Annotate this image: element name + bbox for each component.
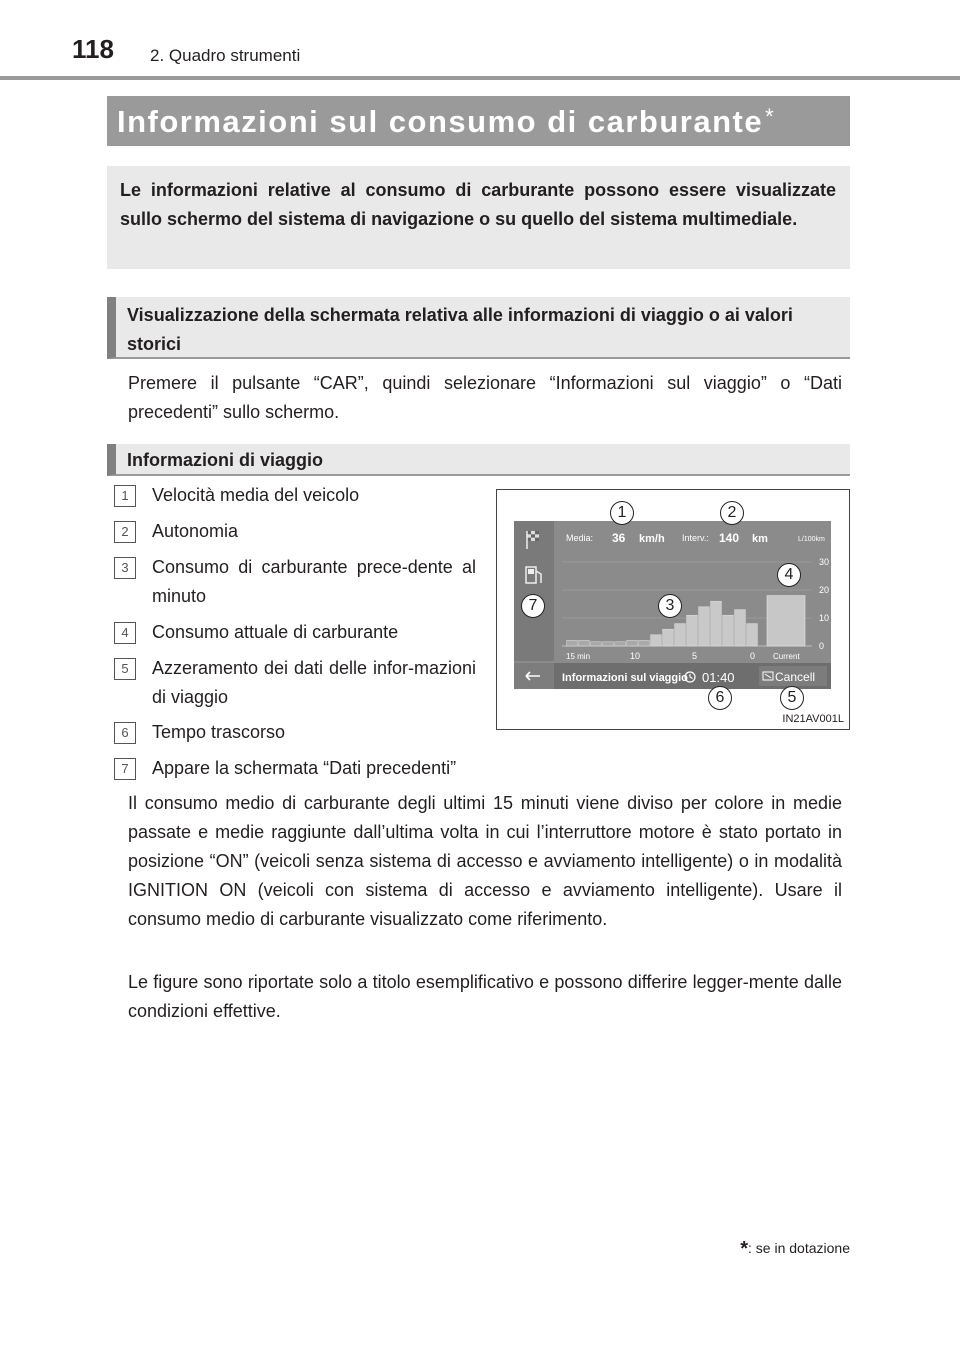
disclaimer-paragraph: Le figure sono riportate solo a titolo esemplificativo e possono differire legger-mente dalle condizioni effettive. bbox=[128, 972, 842, 1021]
fuel-bar bbox=[603, 642, 614, 646]
callout-6: 6 bbox=[708, 686, 732, 710]
item-number-5: 5 bbox=[114, 658, 136, 680]
fuel-bar bbox=[579, 640, 590, 646]
callout-7: 7 bbox=[521, 594, 545, 618]
item-text-3: Consumo di carburante prece-dente al minuto bbox=[152, 557, 476, 606]
screen-interval-label: Interv.: bbox=[682, 533, 709, 543]
fuel-bar bbox=[639, 640, 650, 646]
subsection-heading-history-text: Visualizzazione della schermata relativa alle informazioni di viaggio o ai valori storici bbox=[127, 305, 793, 354]
x-tick-5: 5 bbox=[692, 651, 698, 661]
footnote bbox=[740, 1238, 850, 1261]
subsection-heading-trip-text: Informazioni di viaggio bbox=[127, 450, 324, 470]
screen-media-unit: km/h bbox=[639, 533, 665, 545]
screen-interval-unit: km bbox=[752, 533, 768, 545]
item-text-6: Tempo trascorso bbox=[152, 722, 286, 742]
chapter-title: 2. Quadro strumenti bbox=[150, 46, 301, 65]
page-header bbox=[0, 0, 960, 80]
fuel-bar bbox=[735, 610, 746, 646]
callout-5: 5 bbox=[780, 686, 804, 710]
elapsed-time: 01:40 bbox=[702, 670, 735, 685]
page-title-text: Informazioni sul consumo di carburante bbox=[117, 104, 764, 139]
intro-box bbox=[107, 166, 850, 269]
fuel-bar bbox=[651, 635, 662, 646]
item-text-4: Consumo attuale di carburante bbox=[152, 622, 399, 642]
callout-3: 3 bbox=[658, 594, 682, 618]
y-tick-30: 30 bbox=[819, 557, 830, 567]
item-number-2: 2 bbox=[114, 521, 136, 543]
fuel-bar bbox=[567, 640, 578, 646]
x-tick-0: 0 bbox=[750, 651, 756, 661]
fuel-bar bbox=[627, 640, 638, 646]
callout-2: 2 bbox=[720, 501, 744, 525]
item-text-1: Velocità media del veicolo bbox=[152, 485, 360, 505]
subsection-heading-history bbox=[107, 297, 850, 359]
item-number-6: 6 bbox=[114, 722, 136, 744]
item-text-2: Autonomia bbox=[152, 521, 239, 541]
fuel-bar bbox=[699, 607, 710, 646]
item-text-5: Azzeramento dei dati delle infor-mazioni di viaggio bbox=[152, 658, 476, 707]
subsection-heading-trip bbox=[107, 444, 850, 476]
fuel-bar bbox=[675, 624, 686, 646]
screen-interval-value: 140 bbox=[719, 531, 740, 545]
current-consumption-bar bbox=[767, 596, 805, 646]
item-number-3: 3 bbox=[114, 557, 136, 579]
fuel-bar bbox=[615, 642, 626, 646]
fuel-bar bbox=[723, 615, 734, 646]
average-consumption-paragraph: Il consumo medio di carburante degli ultimi 15 minuti viene diviso per colore in medie passate e medie raggiunte dall’ultima volta in cui l’interruttore motore è stato portato in posizione “ON” (veicoli senza sistema di accesso e avviamento intelligente) o in modalità IGNITION ON (veicoli con sistema di accesso e avviamento intelligente). Usare il consumo medio di carburante visualizzato come riferimento. bbox=[128, 793, 842, 929]
screen-unit-label: L/100km bbox=[798, 536, 825, 543]
screen-media-label: Media: bbox=[566, 533, 594, 543]
fuel-bar bbox=[711, 601, 722, 646]
callout-1: 1 bbox=[610, 501, 634, 525]
item-number-7: 7 bbox=[114, 758, 136, 780]
fuel-bar bbox=[687, 615, 698, 646]
callout-4: 4 bbox=[777, 563, 801, 587]
page-title bbox=[117, 104, 775, 140]
y-tick-0: 0 bbox=[819, 641, 825, 651]
screen-media-value: 36 bbox=[612, 531, 626, 545]
item-number-1: 1 bbox=[114, 485, 136, 507]
item-number-4: 4 bbox=[114, 622, 136, 644]
instruction-paragraph: Premere il pulsante “CAR”, quindi selezionare “Informazioni sul viaggio” o “Dati precedenti” sullo schermo. bbox=[128, 373, 842, 422]
item-text-7: Appare la schermata “Dati precedenti” bbox=[152, 758, 457, 778]
intro-text: Le informazioni relative al consumo di carburante possono essere visualizzate sullo schermo del sistema di navigazione o su quello del sistema multimediale. bbox=[120, 180, 836, 229]
x-tick-10: 10 bbox=[630, 651, 641, 661]
footnote-text: : se in dotazione bbox=[748, 1240, 850, 1256]
title-asterisk: * bbox=[765, 104, 776, 129]
y-tick-20: 20 bbox=[819, 585, 830, 595]
y-tick-10: 10 bbox=[819, 613, 830, 623]
fuel-bar bbox=[747, 624, 758, 646]
figure-code: IN21AV001L bbox=[782, 713, 844, 725]
footnote-asterisk: * bbox=[740, 1238, 749, 1260]
current-label: Current bbox=[773, 652, 800, 661]
x-tick-15min: 15 min bbox=[566, 652, 591, 661]
screen-bottom-title: Informazioni sul viaggio bbox=[562, 672, 688, 684]
section-title-bar bbox=[107, 96, 850, 146]
cancel-button[interactable]: Cancell bbox=[775, 670, 816, 684]
fuel-bar bbox=[663, 629, 674, 646]
header-rule bbox=[0, 76, 960, 80]
fuel-bar bbox=[591, 642, 602, 646]
trip-info-figure bbox=[496, 489, 850, 730]
page-number: 118 bbox=[72, 34, 114, 64]
